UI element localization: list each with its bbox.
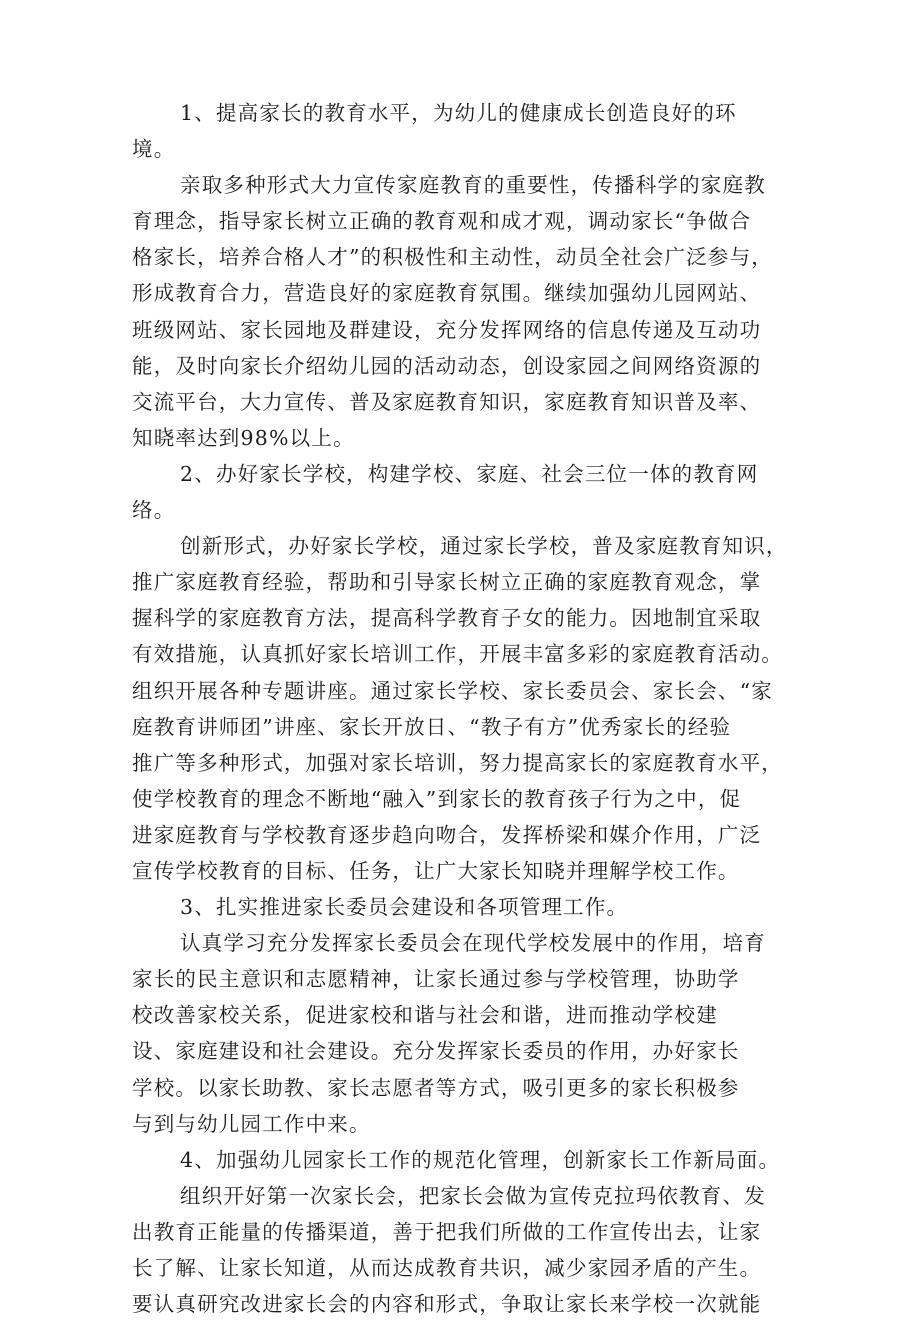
text-line: 交流平台，大力宣传、普及家庭教育知识，家庭教育知识普及率、 bbox=[132, 389, 762, 414]
text-line: 握科学的家庭教育方法，提高科学教育子女的能力。因地制宜采取 bbox=[132, 606, 762, 631]
text-line: 进家庭教育与学校教育逐步趋向吻合，发挥桥梁和媒介作用，广泛 bbox=[132, 822, 762, 847]
text-line: 境。 bbox=[132, 137, 176, 162]
text-line: 宣传学校教育的目标、任务，让广大家长知晓并理解学校工作。 bbox=[132, 858, 740, 883]
text-line: 出教育正能量的传播渠道，善于把我们所做的工作宣传出去，让家 bbox=[132, 1219, 762, 1244]
text-line: 长了解、让家长知道，从而达成教育共识，减少家园矛盾的产生。 bbox=[132, 1256, 762, 1280]
text-line: 有效措施，认真抓好家长培训工作，开展丰富多彩的家庭教育活动。 bbox=[132, 642, 783, 667]
text-line: 能，及时向家长介绍幼儿园的活动动态，创设家园之间网络资源的 bbox=[132, 353, 762, 378]
text-line: 与到与幼儿园工作中来。 bbox=[132, 1111, 371, 1136]
text-line: 3、扎实推进家长委员会建设和各项管理工作。 bbox=[180, 895, 629, 920]
text-line: 家长的民主意识和志愿精神，让家长通过参与学校管理，协助学 bbox=[132, 967, 740, 992]
text-line: 庭教育讲师团”讲座、家长开放日、“教子有方”优秀家长的经验 bbox=[132, 714, 732, 739]
text-line: 校改善家校关系，促进家校和谐与社会和谐，进而推动学校建 bbox=[132, 1003, 718, 1028]
text-line: 推广等多种形式，加强对家长培训，努力提高家长的家庭教育水平， bbox=[132, 750, 783, 775]
text-line: 组织开好第一次家长会，把家长会做为宣传克拉玛依教育、发 bbox=[180, 1183, 766, 1208]
text-line: 推广家庭教育经验，帮助和引导家长树立正确的家庭教育观念，掌 bbox=[132, 570, 762, 595]
text-line: 格家长，培养合格人才”的积极性和主动性，动员全社会广泛参与， bbox=[132, 245, 773, 270]
text-line: 知晓率达到98%以上。 bbox=[132, 425, 355, 450]
text-line: 班级网站、家长园地及群建设，充分发挥网络的信息传递及互动功 bbox=[132, 317, 762, 342]
text-line: 4、加强幼儿园家长工作的规范化管理，创新家长工作新局面。 bbox=[180, 1147, 781, 1172]
text-line: 亲取多种形式大力宣传家庭教育的重要性，传播科学的家庭教 bbox=[180, 173, 766, 198]
text-line: 学校。以家长助教、家长志愿者等方式，吸引更多的家长积极参 bbox=[132, 1075, 740, 1100]
text-line: 1、提高家长的教育水平，为幼儿的健康成长创造良好的环 bbox=[180, 101, 737, 125]
text-line: 形成教育合力，营造良好的家庭教育氛围。继续加强幼儿园网站、 bbox=[132, 281, 762, 306]
text-line: 设、家庭建设和社会建设。充分发挥家长委员的作用，办好家长 bbox=[132, 1039, 740, 1064]
text-line: 组织开展各种专题讲座。通过家长学校、家长委员会、家长会、“家 bbox=[132, 678, 773, 703]
text-line: 要认真研究改进家长会的内容和形式，争取让家长来学校一次就能 bbox=[132, 1292, 762, 1317]
text-line: 育理念，指导家长树立正确的教育观和成才观，调动家长“争做合 bbox=[132, 209, 752, 234]
text-line: 创新形式，办好家长学校，通过家长学校，普及家庭教育知识， bbox=[180, 534, 788, 559]
text-line: 2、办好家长学校，构建学校、家庭、社会三位一体的教育网 bbox=[180, 461, 759, 486]
text-line: 络。 bbox=[132, 498, 176, 523]
document-body bbox=[132, 95, 812, 1322]
text-line: 使学校教育的理念不断地“融入”到家长的教育孩子行为之中，促 bbox=[132, 786, 742, 811]
text-line: 认真学习充分发挥家长委员会在现代学校发展中的作用，培育 bbox=[180, 931, 766, 956]
